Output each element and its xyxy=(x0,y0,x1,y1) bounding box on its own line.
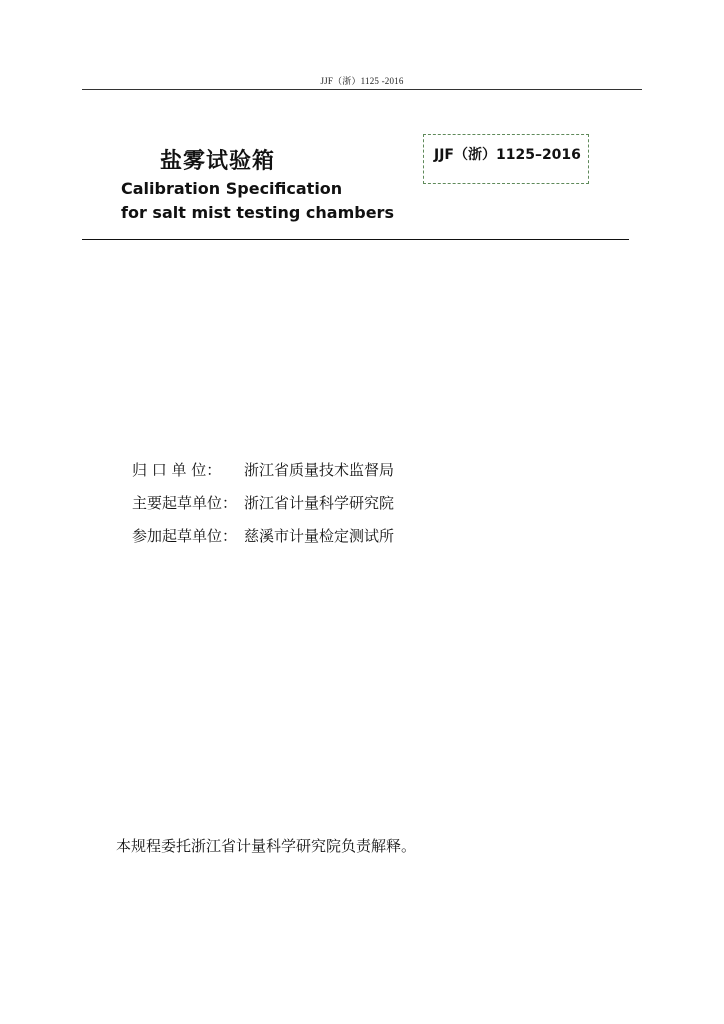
organization-value: 浙江省质量技术监督局 xyxy=(244,461,395,479)
interpretation-note: 本规程委托浙江省计量科学研究院负责解释。 xyxy=(116,837,417,855)
organization-value: 慈溪市计量检定测试所 xyxy=(244,527,395,545)
document-title-english-line1: Calibration Specification xyxy=(121,179,343,198)
organization-label: 主要起草单位： xyxy=(132,494,238,512)
organization-label: 参加起草单位： xyxy=(132,527,238,545)
document-title-english-line2: for salt mist testing chambers xyxy=(121,203,394,222)
organization-list xyxy=(132,459,394,558)
organization-row-responsible xyxy=(132,459,394,492)
organization-value: 浙江省计量科学研究院 xyxy=(244,494,395,512)
header-rule xyxy=(82,89,642,90)
running-header: JJF（浙）1125 -2016 xyxy=(320,76,404,86)
organization-row-participating-drafter xyxy=(132,525,394,558)
document-number: JJF（浙）1125–2016 xyxy=(434,147,581,163)
organization-label: 归 口 单 位： xyxy=(132,461,222,479)
document-title-chinese: 盐雾试验箱 xyxy=(160,148,276,174)
organization-row-main-drafter xyxy=(132,492,394,525)
title-rule xyxy=(82,239,629,240)
